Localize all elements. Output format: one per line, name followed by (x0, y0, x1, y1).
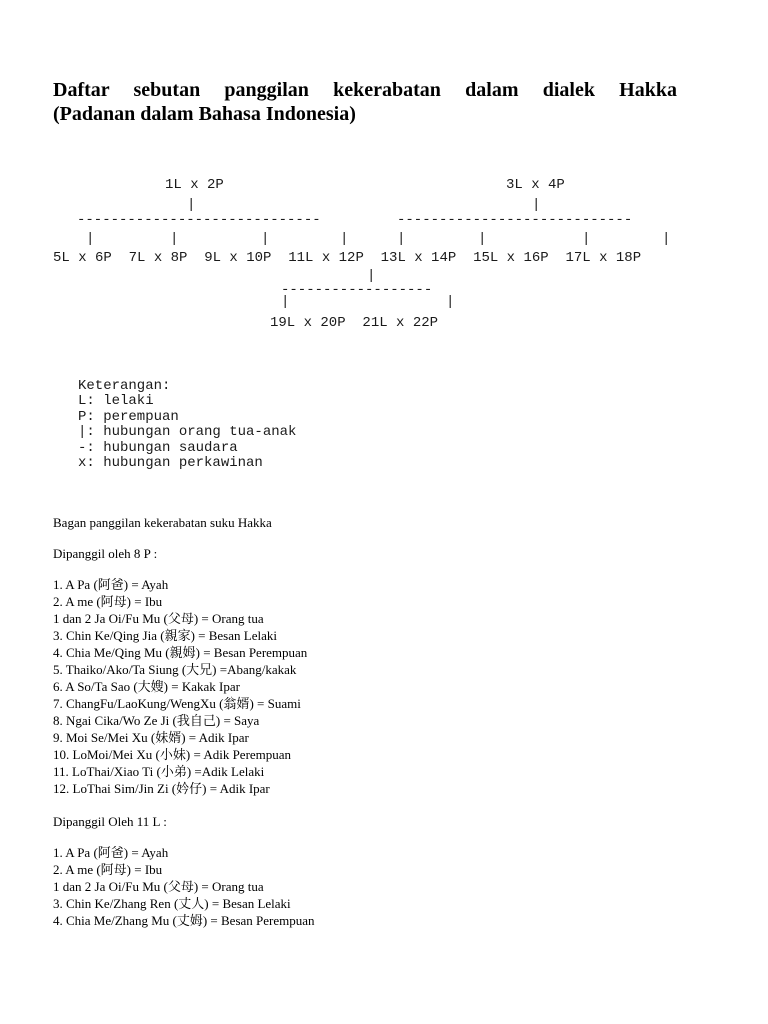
generation-3-row: 19L x 20P 21L x 22P (270, 315, 439, 331)
parent-child-line: | (367, 268, 376, 284)
parent-child-line: | (532, 197, 541, 213)
legend-heading: Keterangan: (78, 378, 171, 394)
list-item: 11. LoThai/Xiao Ti (小弟) =Adik Lelaki (53, 764, 265, 779)
list-item: 3. Chin Ke/Qing Jia (親家) = Besan Lelaki (53, 628, 277, 643)
parent-child-line: | (582, 231, 591, 247)
parent-child-line: | (170, 231, 179, 247)
chart-caption: Bagan panggilan kekerabatan suku Hakka (53, 515, 272, 530)
parent-child-line: | (261, 231, 270, 247)
sibling-line: ------------------ (281, 282, 433, 298)
sibling-line: ----------------------------- (77, 212, 321, 228)
legend-item: P: perempuan (78, 408, 179, 425)
parent-child-line: | (662, 231, 671, 247)
legend-item: -: hubungan saudara (78, 439, 238, 456)
document-subtitle: (Padanan dalam Bahasa Indonesia) (53, 103, 356, 125)
section-heading: Dipanggil oleh 8 P : (53, 546, 158, 561)
list-item: 5. Thaiko/Ako/Ta Siung (大兄) =Abang/kakak (53, 662, 297, 677)
couple-3-4: 3L x 4P (506, 177, 565, 193)
list-item: 1 dan 2 Ja Oi/Fu Mu (父母) = Orang tua (53, 611, 264, 626)
section-heading: Dipanggil Oleh 11 L : (53, 814, 167, 829)
list-item: 12. LoThai Sim/Jin Zi (妗仔) = Adik Ipar (53, 781, 270, 796)
list-item: 2. A me (阿母) = Ibu (53, 862, 163, 877)
generation-2-row: 5L x 6P 7L x 8P 9L x 10P 11L x 12P 13L x 14P 15L x 16P 17L x 18P (53, 250, 642, 266)
parent-child-line: | (397, 231, 406, 247)
parent-child-line: | (187, 197, 196, 213)
list-item: 9. Moi Se/Mei Xu (妹婿) = Adik Ipar (53, 730, 249, 745)
list-item: 1 dan 2 Ja Oi/Fu Mu (父母) = Orang tua (53, 879, 264, 894)
legend-item: L: lelaki (78, 393, 154, 410)
list-item: 1. A Pa (阿爸) = Ayah (53, 845, 169, 860)
list-item: 8. Ngai Cika/Wo Ze Ji (我自己) = Saya (53, 713, 260, 728)
list-item: 4. Chia Me/Zhang Mu (丈姆) = Besan Perempuan (53, 913, 315, 928)
list-item: 2. A me (阿母) = Ibu (53, 594, 163, 609)
list-item: 3. Chin Ke/Zhang Ren (丈人) = Besan Lelaki (53, 896, 291, 911)
document-title: Daftar sebutan panggilan kekerabatan dalam dialek Hakka (53, 79, 677, 101)
legend-item: |: hubungan orang tua-anak (78, 424, 297, 441)
list-item: 1. A Pa (阿爸) = Ayah (53, 577, 169, 592)
sibling-line: ---------------------------- (397, 212, 633, 228)
parent-child-line: | (478, 231, 487, 247)
parent-child-line: | (340, 231, 349, 247)
kinship-list-11l (53, 844, 315, 929)
list-item: 7. ChangFu/LaoKung/WengXu (翁婿) = Suami (53, 696, 301, 711)
list-item: 6. A So/Ta Sao (大嫂) = Kakak Ipar (53, 679, 240, 694)
parent-child-line: | (281, 294, 290, 310)
legend-item: x: hubungan perkawinan (78, 455, 263, 472)
diagram-legend (78, 379, 296, 471)
couple-1-2: 1L x 2P (165, 177, 224, 193)
list-item: 10. LoMoi/Mei Xu (小妹) = Adik Perempuan (53, 747, 292, 762)
parent-child-line: | (446, 294, 455, 310)
kinship-list-8p (53, 576, 307, 797)
list-item: 4. Chia Me/Qing Mu (親姆) = Besan Perempuan (53, 645, 308, 660)
parent-child-line: | (86, 231, 95, 247)
